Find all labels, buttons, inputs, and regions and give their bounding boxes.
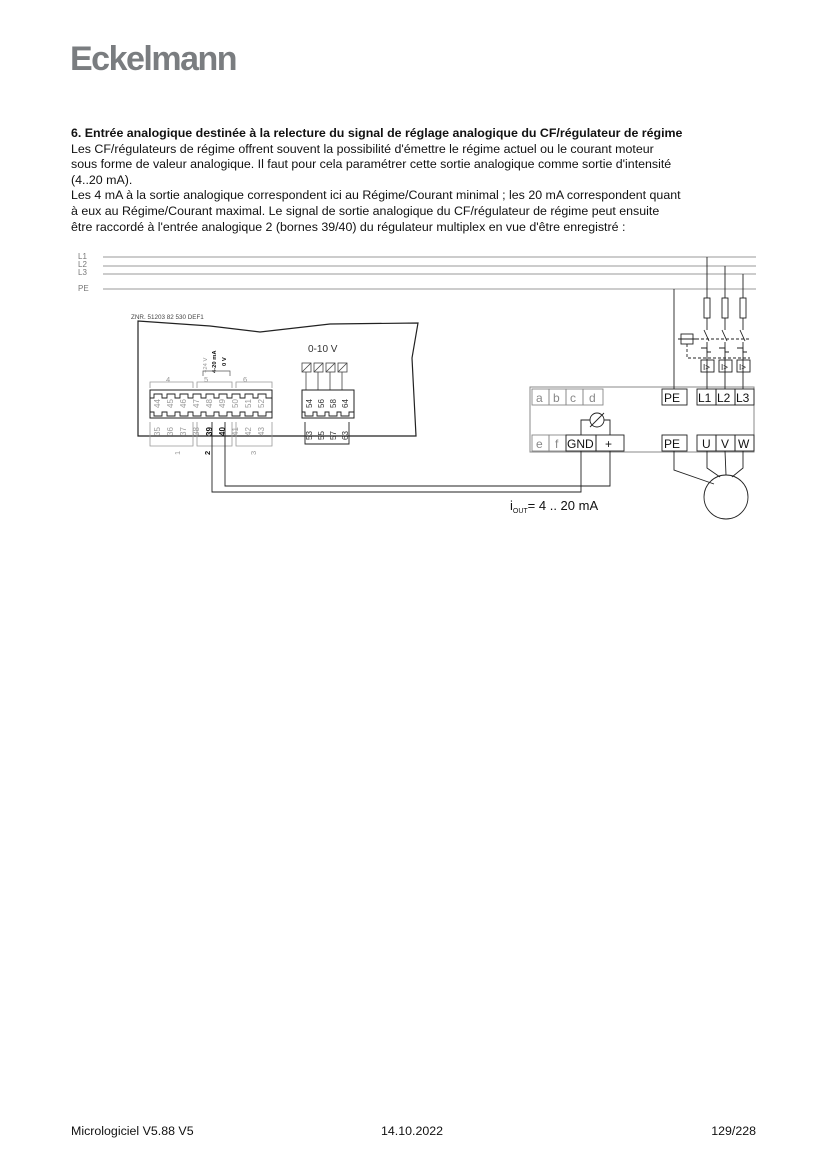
power-terminal-v: V [721,437,730,451]
inv-terminal-b: b [553,391,560,405]
part-number: ZNR. 51203 82 530 DEF1 [131,314,204,321]
eckelmann-logo: Eckelmann [70,40,237,78]
terminal-35: 35 [153,427,162,436]
power-terminal-l3: L3 [736,391,750,405]
bus-label-l1: L1 [78,252,87,261]
wiring-diagram [70,248,760,533]
inv-terminal-plus: + [605,437,613,451]
terminal-47: 47 [192,399,201,408]
relay-label-3: I> [739,363,746,372]
inv-terminal-c: c [570,391,576,405]
terminal-44: 44 [153,399,162,408]
terminal-51: 51 [244,399,253,408]
terminal-43: 43 [257,427,266,436]
paragraph-1-line-3: (4..20 mA). [71,172,133,187]
terminal-45: 45 [166,399,175,408]
bottom-group-2: 2 [203,450,212,455]
label-0v: 0 V [222,357,228,366]
terminal-49: 49 [218,399,227,408]
footer-page-number: 129/228 [711,1124,756,1138]
relay-label-1: I> [703,363,710,372]
group-label-5: 5 [204,375,209,384]
terminal-37: 37 [179,427,188,436]
terminal-41: 41 [231,427,240,436]
paragraph-2-line-2: à eux au Régime/Courant maximal. Le signal de sortie analogique du CF/régulateur de régime peut ensuite [71,203,660,218]
terminal-48: 48 [205,399,214,408]
terminal-52: 52 [257,399,266,408]
bottom-group-1: 1 [173,450,182,455]
terminal-58: 58 [329,399,338,408]
terminal-54: 54 [305,399,314,408]
inv-terminal-e: e [536,437,543,451]
terminal-55: 55 [317,431,326,440]
current-label: $i_{OUT}= 4$ .. 20 mA [510,498,599,515]
bottom-group-3: 3 [249,450,258,455]
terminal-40: 40 [218,427,227,436]
motor-icon [674,451,748,519]
terminal-57: 57 [329,431,338,440]
potentiometer-icon [581,413,610,435]
terminal-39: 39 [205,427,214,436]
group-label-6: 6 [243,375,248,384]
footer-date: 14.10.2022 [381,1124,444,1138]
bus-label-pe: PE [78,284,89,293]
power-terminal-l1: L1 [698,391,712,405]
voltage-label: 0-10 V [308,344,338,355]
terminal-42: 42 [244,427,253,436]
group-label-4: 4 [166,375,171,384]
terminal-50: 50 [231,399,240,408]
paragraph-2-line-3: être raccordé à l'entrée analogique 2 (bornes 39/40) du régulateur multiplex en vue d'être enregistré : [71,219,626,234]
bus-label-l2: L2 [78,260,87,269]
inv-terminal-d: d [589,391,596,405]
terminal-63: 63 [341,431,350,440]
wiring-diagram-svg [70,248,760,528]
frequency-converter [530,387,754,452]
label-4-20ma: 4-20 mA [212,350,218,373]
terminal-36: 36 [166,427,175,436]
footer-firmware-version: Micrologiciel V5.88 V5 [71,1124,194,1138]
bus-label-l3: L3 [78,268,87,277]
paragraph-1-line-2: sous forme de valeur analogique. Il faut pour cela paramétrer cette sortie analogique comme sortie d'intensité [71,157,672,172]
label-24v: +24 V [203,357,209,373]
power-terminal-pe-out: PE [664,437,681,451]
power-terminal-w: W [738,437,750,451]
terminal-56: 56 [317,399,326,408]
relay-label-2: I> [721,363,728,372]
section-heading: 6. Entrée analogique destinée à la relecture du signal de réglage analogique du CF/régulateur de régime [71,126,683,140]
terminal-46: 46 [179,399,188,408]
inv-terminal-a: a [536,391,543,405]
controller-board [138,321,418,436]
paragraph-2-line-1: Les 4 mA à la sortie analogique correspondent ici au Régime/Courant minimal ; les 20 mA correspondent quant [71,188,681,203]
inv-terminal-gnd: GND [567,437,594,451]
power-terminal-u: U [702,437,711,451]
inv-terminal-f: f [555,437,559,451]
paragraph-1-line-1: Les CF/régulateurs de régime offrent souvent la possibilité d'émettre le régime actuel ou le courant moteur [71,141,654,156]
terminal-64: 64 [341,399,350,408]
power-terminal-l2: L2 [717,391,731,405]
power-terminal-pe-in: PE [664,391,681,405]
section-analog-input [71,126,761,235]
terminal-53: 53 [305,431,314,440]
terminal-38: 38 [192,427,201,436]
